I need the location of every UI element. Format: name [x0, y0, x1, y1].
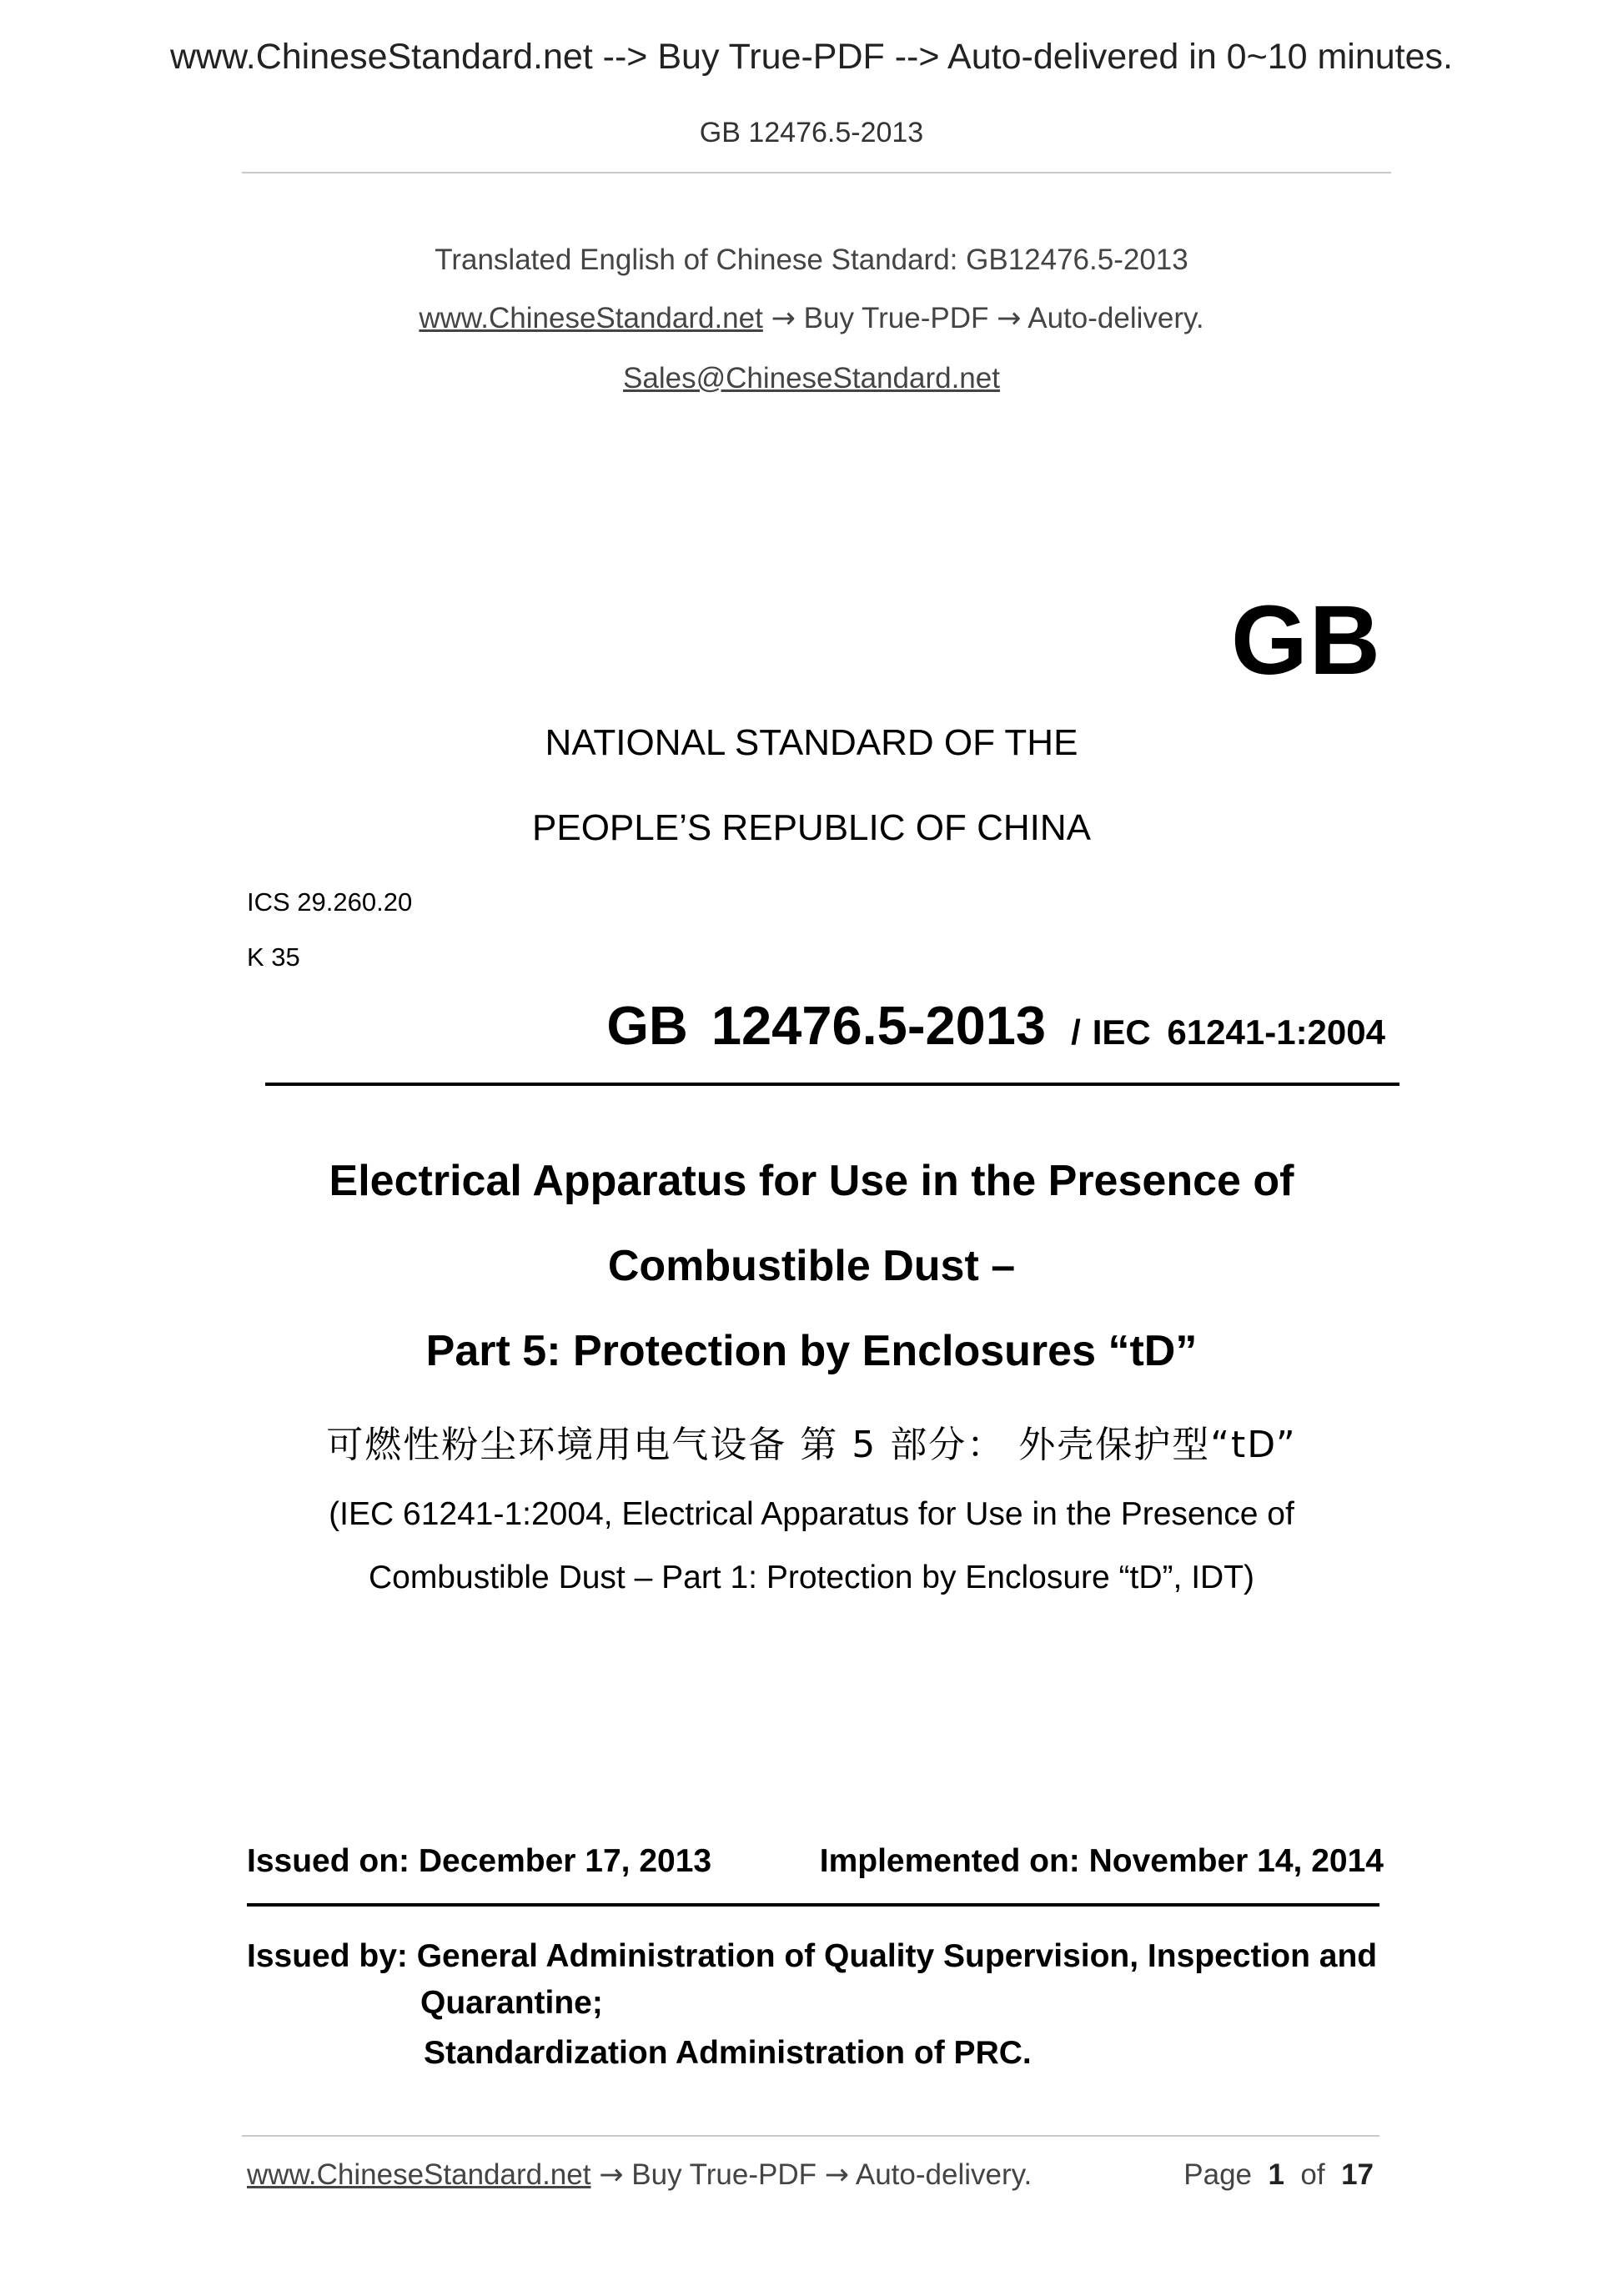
title-line1: Electrical Apparatus for Use in the Presence of	[329, 1157, 1294, 1205]
page-label: Page	[1183, 2158, 1253, 2191]
title-line2: Combustible Dust –	[607, 1242, 1016, 1290]
footer-divider	[242, 2135, 1379, 2137]
issued-on-date: Issued on: December 17, 2013	[247, 1843, 712, 1879]
gb-logo: GB	[1231, 585, 1382, 696]
ics-code: ICS 29.260.20	[247, 887, 413, 917]
of-label: of	[1300, 2158, 1325, 2191]
k-code: K 35	[247, 942, 300, 972]
footer-buy-text: Buy True-PDF	[631, 2158, 817, 2191]
dates-rule	[247, 1903, 1379, 1907]
iec-reference-line1: (IEC 61241-1:2004, Electrical Apparatus for Use in the Presence of	[329, 1496, 1294, 1532]
header-divider	[242, 172, 1391, 173]
national-standard-line2: PEOPLE’S REPUBLIC OF CHINA	[532, 807, 1091, 848]
national-standard-line1: NATIONAL STANDARD OF THE	[545, 722, 1078, 763]
iec-number: IEC 61241-1:2004	[1092, 1012, 1385, 1052]
arrow-icon: →	[599, 2158, 624, 2192]
implemented-on-date: Implemented on: November 14, 2014	[819, 1843, 1384, 1879]
footer-buy-line	[247, 2158, 1032, 2192]
arrow-icon: →	[824, 2158, 850, 2192]
buy-line	[0, 302, 1623, 335]
page-number: 1	[1268, 2158, 1284, 2191]
arrow-icon: →	[771, 302, 796, 335]
page-indicator	[1183, 2158, 1374, 2192]
gb-number: GB 12476.5-2013	[606, 995, 1047, 1056]
title-line3: Part 5: Protection by Enclosures “tD”	[425, 1327, 1198, 1375]
issuer-line2: Quarantine;	[420, 1985, 603, 2021]
header-standard-code: GB 12476.5-2013	[699, 117, 924, 148]
chinese-title: 可燃性粉尘环境用电气设备 第 5 部分： 外壳保护型“tD”	[326, 1424, 1297, 1466]
arrow-icon: →	[997, 302, 1022, 335]
auto-delivery-text: Auto-delivery.	[1028, 302, 1204, 334]
standard-number-rule	[265, 1083, 1399, 1086]
footer-site-link[interactable]: www.ChineseStandard.net	[247, 2158, 591, 2191]
translated-note: Translated English of Chinese Standard: GB12476.5-2013	[435, 244, 1188, 276]
number-separator: /	[1071, 1012, 1081, 1052]
issuer-line3: Standardization Administration of PRC.	[424, 2035, 1032, 2071]
top-banner: www.ChineseStandard.net --> Buy True-PDF --> Auto-delivered in 0~10 minutes.	[169, 37, 1453, 77]
buy-text: Buy True-PDF	[803, 302, 989, 334]
site-link[interactable]: www.ChineseStandard.net	[419, 302, 763, 334]
standard-number	[606, 994, 1385, 1057]
sales-email-link[interactable]: Sales@ChineseStandard.net	[623, 362, 1000, 394]
footer-auto-text: Auto-delivery.	[855, 2158, 1033, 2191]
issuer-line1: Issued by: General Administration of Quality Supervision, Inspection and	[247, 1938, 1378, 1974]
iec-reference-line2: Combustible Dust – Part 1: Protection by Enclosure “tD”, IDT)	[368, 1560, 1255, 1595]
page-total: 17	[1341, 2158, 1374, 2191]
sales-line	[0, 362, 1623, 395]
